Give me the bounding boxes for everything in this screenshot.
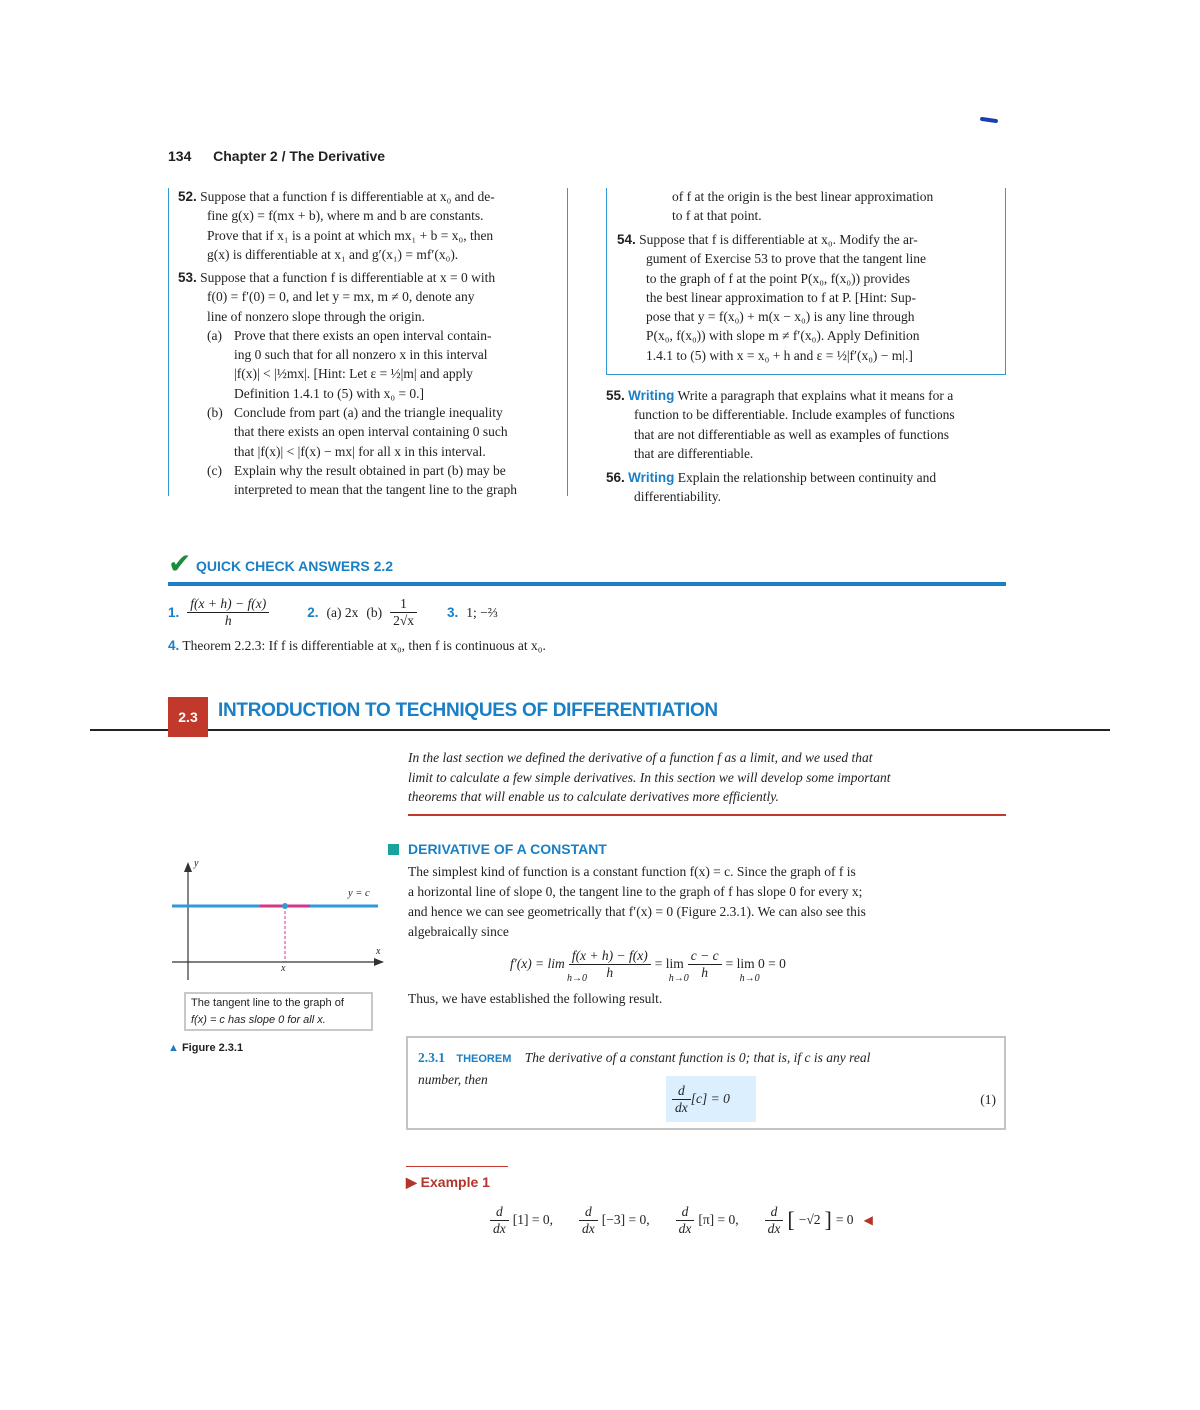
intro-rule xyxy=(408,814,1006,816)
example-expression: = 0 xyxy=(835,1212,854,1227)
section-intro xyxy=(408,748,1006,807)
exercise-number: 54. xyxy=(617,232,636,247)
text-line: Suppose that f is differentiable at x₀. Modify the ar- xyxy=(639,232,918,247)
answer-text: Theorem 2.2.3: If f is differentiable at x₀, then f is continuous at x₀. xyxy=(182,638,546,653)
exercise-frame-left xyxy=(168,188,169,496)
x-axis-arrow-icon xyxy=(374,958,384,966)
part-label: (c) xyxy=(207,462,222,478)
fraction-numerator: d xyxy=(672,1083,691,1100)
text-line: Explain why the result obtained in part (b) may be xyxy=(234,462,506,478)
exercise-52 xyxy=(178,187,558,264)
text-line: Write a paragraph that explains what it means for a xyxy=(677,388,954,403)
text-line: Definition 1.4.1 to (5) with x₀ = 0.] xyxy=(234,385,425,401)
fraction-numerator: f(x + h) − f(x) xyxy=(187,596,269,613)
text-line: gument of Exercise 53 to prove that the tangent line xyxy=(646,251,927,267)
quick-check-rule xyxy=(168,582,1006,586)
equation-text: = lim xyxy=(654,956,684,971)
answer-text: (a) 2x xyxy=(326,604,359,620)
fraction-numerator: 1 xyxy=(390,596,417,613)
text-line: a horizontal line of slope 0, the tangent line to the graph of f has slope 0 for every x; xyxy=(408,884,863,899)
text-line: the best linear approximation to f at P. [Hint: Sup- xyxy=(646,289,916,305)
answer-2-fraction xyxy=(390,596,417,629)
answer-number: 1. xyxy=(168,605,180,620)
figure-label xyxy=(168,1042,243,1054)
text-line: In the last section we defined the derivative of a function f as a limit, and we used that xyxy=(408,750,873,765)
y-axis-label: y xyxy=(194,858,199,869)
section-title: INTRODUCTION TO TECHNIQUES OF DIFFERENTIATION xyxy=(218,700,718,721)
quick-check-row-1 xyxy=(168,596,498,629)
exercise-53c-continued xyxy=(672,187,997,226)
text-line: Explain the relationship between continuity and xyxy=(677,470,937,485)
chapter-title: Chapter 2 / The Derivative xyxy=(213,148,386,164)
right-bracket: ] xyxy=(824,1207,832,1232)
text-line: ing 0 such that for all nonzero x in this interval xyxy=(234,347,488,363)
text-line: The derivative of a constant function is 0; that is, if c is any real xyxy=(524,1050,871,1065)
derivative-operator xyxy=(672,1083,691,1116)
fraction-numerator: d xyxy=(765,1204,784,1221)
exercise-number: 52. xyxy=(178,189,197,204)
text-line: Suppose that a function f is differentiable at x = 0 with xyxy=(200,270,496,285)
text-line: of f at the origin is the best linear approximation xyxy=(672,189,934,204)
answer-number: 3. xyxy=(447,605,459,620)
exercise-number: 55. xyxy=(606,388,625,403)
text-line: that there exists an open interval containing 0 such xyxy=(234,424,508,440)
page-number: 134 xyxy=(168,148,192,164)
text-line: Conclude from part (a) and the triangle inequality xyxy=(234,405,503,421)
text-line: that are differentiable. xyxy=(634,445,754,461)
part-label: (a) xyxy=(207,327,222,343)
text-line: function to be differentiable. Include examples of functions xyxy=(634,407,955,423)
text-line: number, then xyxy=(418,1071,488,1087)
fraction-numerator: d xyxy=(676,1204,695,1221)
answer-number: 2. xyxy=(307,605,319,620)
fraction-denominator: dx xyxy=(493,1220,506,1236)
derivative-operator xyxy=(765,1204,784,1237)
text-line: line of nonzero slope through the origin. xyxy=(207,308,425,324)
fraction-denominator: 2√x xyxy=(393,613,414,628)
text-line: |f(x)| < |½mx|. [Hint: Let ε = ½|m| and apply xyxy=(234,366,473,382)
text-line: P(x₀, f(x₀)) with slope m ≠ f′(x₀). Apply Definition xyxy=(646,328,920,344)
fraction-denominator: h xyxy=(224,613,232,628)
text-line: Prove that there exists an open interval contain- xyxy=(234,327,492,343)
end-example-icon: ◀ xyxy=(863,1212,873,1227)
text-line: to the graph of f at the point P(x₀, f(x₀)) provides xyxy=(646,270,910,286)
answer-text: 1; −⅔ xyxy=(466,604,498,620)
fraction-denominator: dx xyxy=(675,1099,688,1115)
text-line: differentiability. xyxy=(634,489,721,505)
exercise-55 xyxy=(606,386,1006,463)
play-arrow-icon: ▶ xyxy=(406,1174,417,1190)
text-line: pose that y = f(x₀) + m(x − x₀) is any line through xyxy=(646,309,915,325)
answer-1-fraction xyxy=(187,596,269,629)
checkmark-icon: ✔ xyxy=(168,549,192,580)
part-b xyxy=(178,403,558,461)
fraction-denominator: h xyxy=(701,964,709,980)
caption-line: f(x) = c has slope 0 for all x. xyxy=(191,1014,326,1026)
caption-line: The tangent line to the graph of xyxy=(191,997,344,1009)
quick-check-title: QUICK CHECK ANSWERS 2.2 xyxy=(196,558,394,574)
running-header xyxy=(168,148,385,164)
section-rule xyxy=(90,729,1110,731)
result-sentence: Thus, we have established the following result. xyxy=(408,991,663,1006)
subsection-title: DERIVATIVE OF A CONSTANT xyxy=(408,841,607,857)
text-line: algebraically since xyxy=(408,924,509,939)
example-equations xyxy=(490,1200,873,1240)
theorem-number: 2.3.1 xyxy=(418,1050,445,1065)
text-line: theorems that will enable us to calculate derivatives more efficiently. xyxy=(408,789,779,804)
figure-2-3-1-graph xyxy=(168,852,390,988)
x-axis-label: x xyxy=(376,946,381,957)
fraction-numerator: d xyxy=(579,1204,598,1221)
exercise-frame-right2 xyxy=(1005,188,1006,375)
text-line: that are not differentiable as well as examples of functions xyxy=(634,426,950,442)
equation-fraction xyxy=(688,948,722,981)
limit-subscript: h→0 xyxy=(567,973,587,984)
theorem-formula xyxy=(666,1076,756,1122)
text-line: f(0) = f′(0) = 0, and let y = mx, m ≠ 0, denote any xyxy=(207,289,475,305)
exercise-53 xyxy=(178,268,558,500)
limit-subscript: h→0 xyxy=(739,973,760,984)
fraction-numerator: f(x + h) − f(x) xyxy=(569,948,651,965)
fraction-denominator: h xyxy=(606,964,614,980)
exercise-number: 53. xyxy=(178,270,197,285)
exercise-number: 56. xyxy=(606,470,625,485)
x-tick-label: x xyxy=(281,963,286,974)
writing-tag: Writing xyxy=(628,470,675,485)
equation-number: (1) xyxy=(980,1092,996,1107)
derivative-operator xyxy=(490,1204,509,1237)
limit-subscript: h→0 xyxy=(668,973,689,984)
figure-label-text: Figure 2.3.1 xyxy=(181,1042,244,1054)
answer-number: 4. xyxy=(168,638,180,653)
text-line: g(x) is differentiable at x₁ and g′(x₁) = mf′(x₀). xyxy=(207,246,459,262)
fraction-numerator: d xyxy=(490,1204,509,1221)
exercise-frame-right xyxy=(567,188,568,496)
example-heading xyxy=(406,1174,490,1191)
text-line: limit to calculate a few simple derivatives. In this section we will develop some important xyxy=(408,769,891,785)
example-expression: [π] = 0, xyxy=(698,1212,739,1227)
fraction-denominator: dx xyxy=(581,1220,595,1236)
equation-text: f′(x) = lim xyxy=(510,956,565,971)
text-line: fine g(x) = f(mx + b), where m and b are constants. xyxy=(207,208,484,224)
text-line: Prove that if x₁ is a point at which mx₁ + b = x₀, then xyxy=(207,227,494,243)
example-expression: [1] = 0, xyxy=(512,1212,553,1227)
writing-tag: Writing xyxy=(628,388,675,403)
exercise-frame-bottom2 xyxy=(606,374,1006,375)
part-label: (b) xyxy=(207,405,223,421)
theorem-label: THEOREM xyxy=(456,1053,512,1065)
section-number-badge: 2.3 xyxy=(168,697,208,737)
derivation-equation xyxy=(510,944,786,984)
example-title: Example 1 xyxy=(420,1174,490,1190)
fraction-numerator: c − c xyxy=(688,948,722,965)
text-line: that |f(x)| < |f(x) − mx| for all x in this interval. xyxy=(234,443,486,459)
exercise-54 xyxy=(617,230,997,365)
example-rule xyxy=(406,1166,508,1167)
fraction-denominator: dx xyxy=(678,1220,692,1236)
figure-caption-box xyxy=(184,992,373,1031)
quick-check-row-2 xyxy=(168,638,546,654)
equation-text: = lim 0 = 0 xyxy=(725,956,786,971)
answer-text: (b) xyxy=(366,604,383,620)
left-bracket: [ xyxy=(787,1207,795,1232)
line-label: y = c xyxy=(348,888,370,899)
text-line: interpreted to mean that the tangent line to the graph xyxy=(234,482,518,498)
text-line: The simplest kind of function is a constant function f(x) = c. Since the graph of f is xyxy=(408,864,856,879)
text-line: and hence we can see geometrically that f′(x) = 0 (Figure 2.3.1). We can also see this xyxy=(408,904,866,919)
derivative-operator xyxy=(579,1204,598,1237)
example-expression: [−3] = 0, xyxy=(601,1212,650,1227)
exercise-frame-left2 xyxy=(606,188,607,375)
part-c xyxy=(178,461,558,500)
exercise-56 xyxy=(606,468,1006,507)
pen-mark xyxy=(980,117,998,123)
y-axis-arrow-icon xyxy=(184,862,192,872)
text-line: 1.4.1 to (5) with x = x₀ + h and ε = ½|f′(x₀) − m|.] xyxy=(646,347,913,363)
subsection-paragraph xyxy=(408,862,1006,942)
text-line: Suppose that a function f is differentiable at x₀ and de- xyxy=(200,189,495,204)
part-a xyxy=(178,326,558,403)
derivative-operator xyxy=(676,1204,695,1237)
triangle-icon: ▲ xyxy=(168,1042,179,1054)
example-expression: −√2 xyxy=(798,1212,821,1227)
tangent-point xyxy=(282,903,288,909)
fraction-denominator: dx xyxy=(767,1220,781,1236)
formula-text: [c] = 0 xyxy=(690,1091,730,1106)
theorem-box xyxy=(406,1036,1006,1130)
text-line: to f at that point. xyxy=(672,208,762,224)
